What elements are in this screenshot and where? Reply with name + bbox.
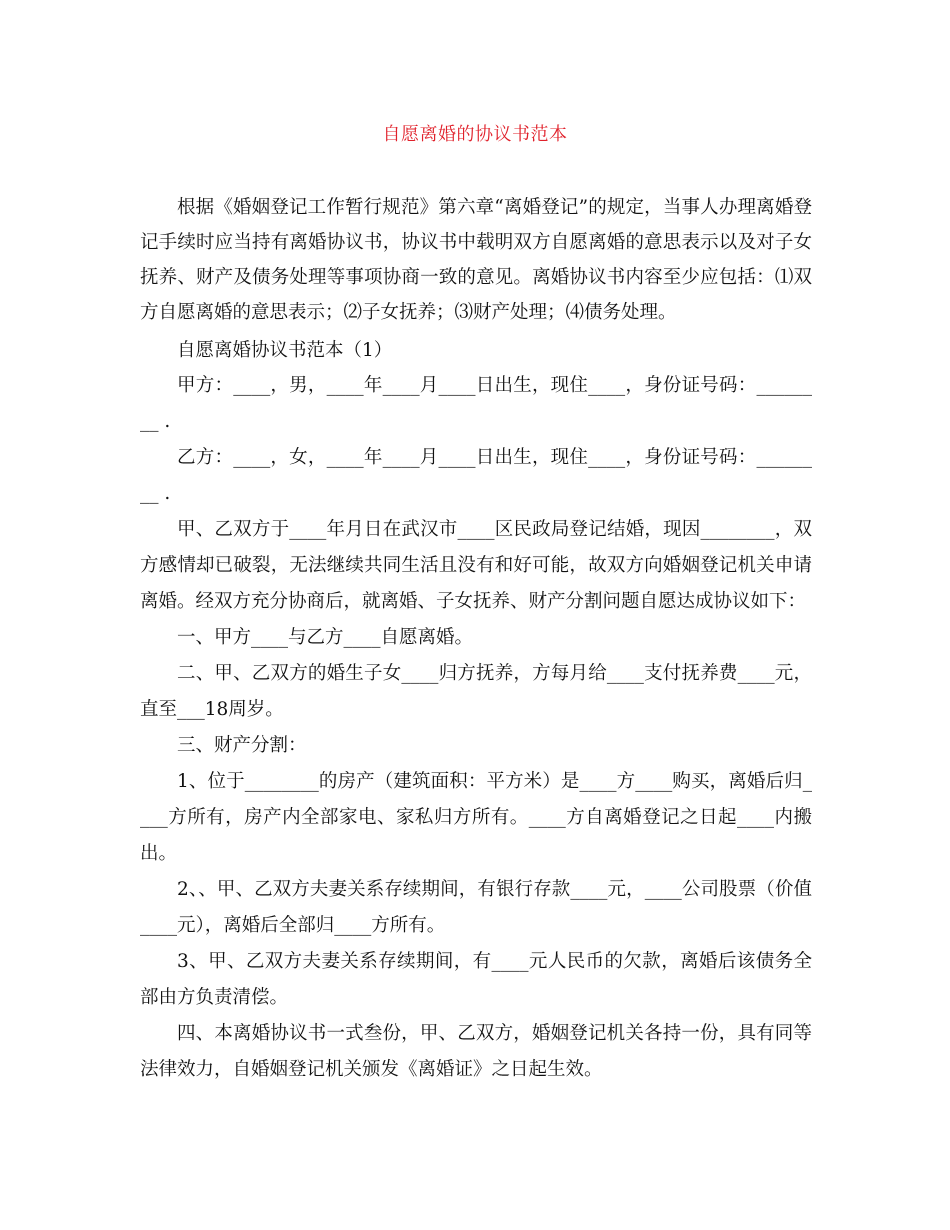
paragraph-clause-three: 三、财产分割： — [177, 735, 307, 756]
document-body — [140, 190, 812, 1088]
paragraph-clause-four: 四、本离婚协议书一式叁份，甲、乙双方，婚姻登记机关各持一份，具有同等法律效力，自婚姻登记机关颁发《离婚证》之日起生效。 — [140, 1023, 812, 1080]
paragraph-sample-heading: 自愿离婚协议书范本（1） — [177, 340, 393, 361]
document-title: 自愿离婚的协议书范本 — [382, 124, 568, 145]
paragraph-party-b: 乙方：____，女，____年____月____日出生，现住____，身份证号码：________ . — [140, 447, 812, 504]
paragraph-property-item-1: 1、位于________的房产（建筑面积：平方米）是____方____购买，离婚后归____方所有，房产内全部家电、家私归方所有。____方自离婚登记之日起____内搬出。 — [140, 771, 812, 864]
paragraph-marriage-facts: 甲、乙双方于____年月日在武汉市____区民政局登记结婚，现因________，双方感情却已破裂，无法继续共同生活且没有和好可能，故双方向婚姻登记机关申请离婚。经双方充分协商后，就离婚、子女抚养、财产分割问题自愿达成协议如下： — [140, 519, 812, 612]
paragraph-party-a: 甲方：____，男，____年____月____日出生，现住____，身份证号码：________ . — [140, 375, 812, 432]
paragraph-clause-one: 一、甲方____与乙方____自愿离婚。 — [177, 627, 474, 648]
paragraph-intro: 根据《婚姻登记工作暂行规范》第六章“离婚登记”的规定，当事人办理离婚登记手续时应当持有离婚协议书，协议书中载明双方自愿离婚的意思表示以及对子女抚养、财产及债务处理等事项协商一致的意见。离婚协议书内容至少应包括：⑴双方自愿离婚的意思表示；⑵子女抚养；⑶财产处理；⑷债务处理。 — [140, 197, 812, 323]
paragraph-property-item-2: 2、、甲、乙双方夫妻关系存续期间，有银行存款____元，____公司股票（价值____元），离婚后全部归____方所有。 — [140, 879, 812, 936]
paragraph-property-item-3: 3、甲、乙双方夫妻关系存续期间，有____元人民币的欠款，离婚后该债务全部由方负责清偿。 — [140, 951, 812, 1008]
paragraph-clause-two: 二、甲、乙双方的婚生子女____归方抚养，方每月给____支付抚养费____元，直至___18周岁。 — [140, 663, 812, 720]
